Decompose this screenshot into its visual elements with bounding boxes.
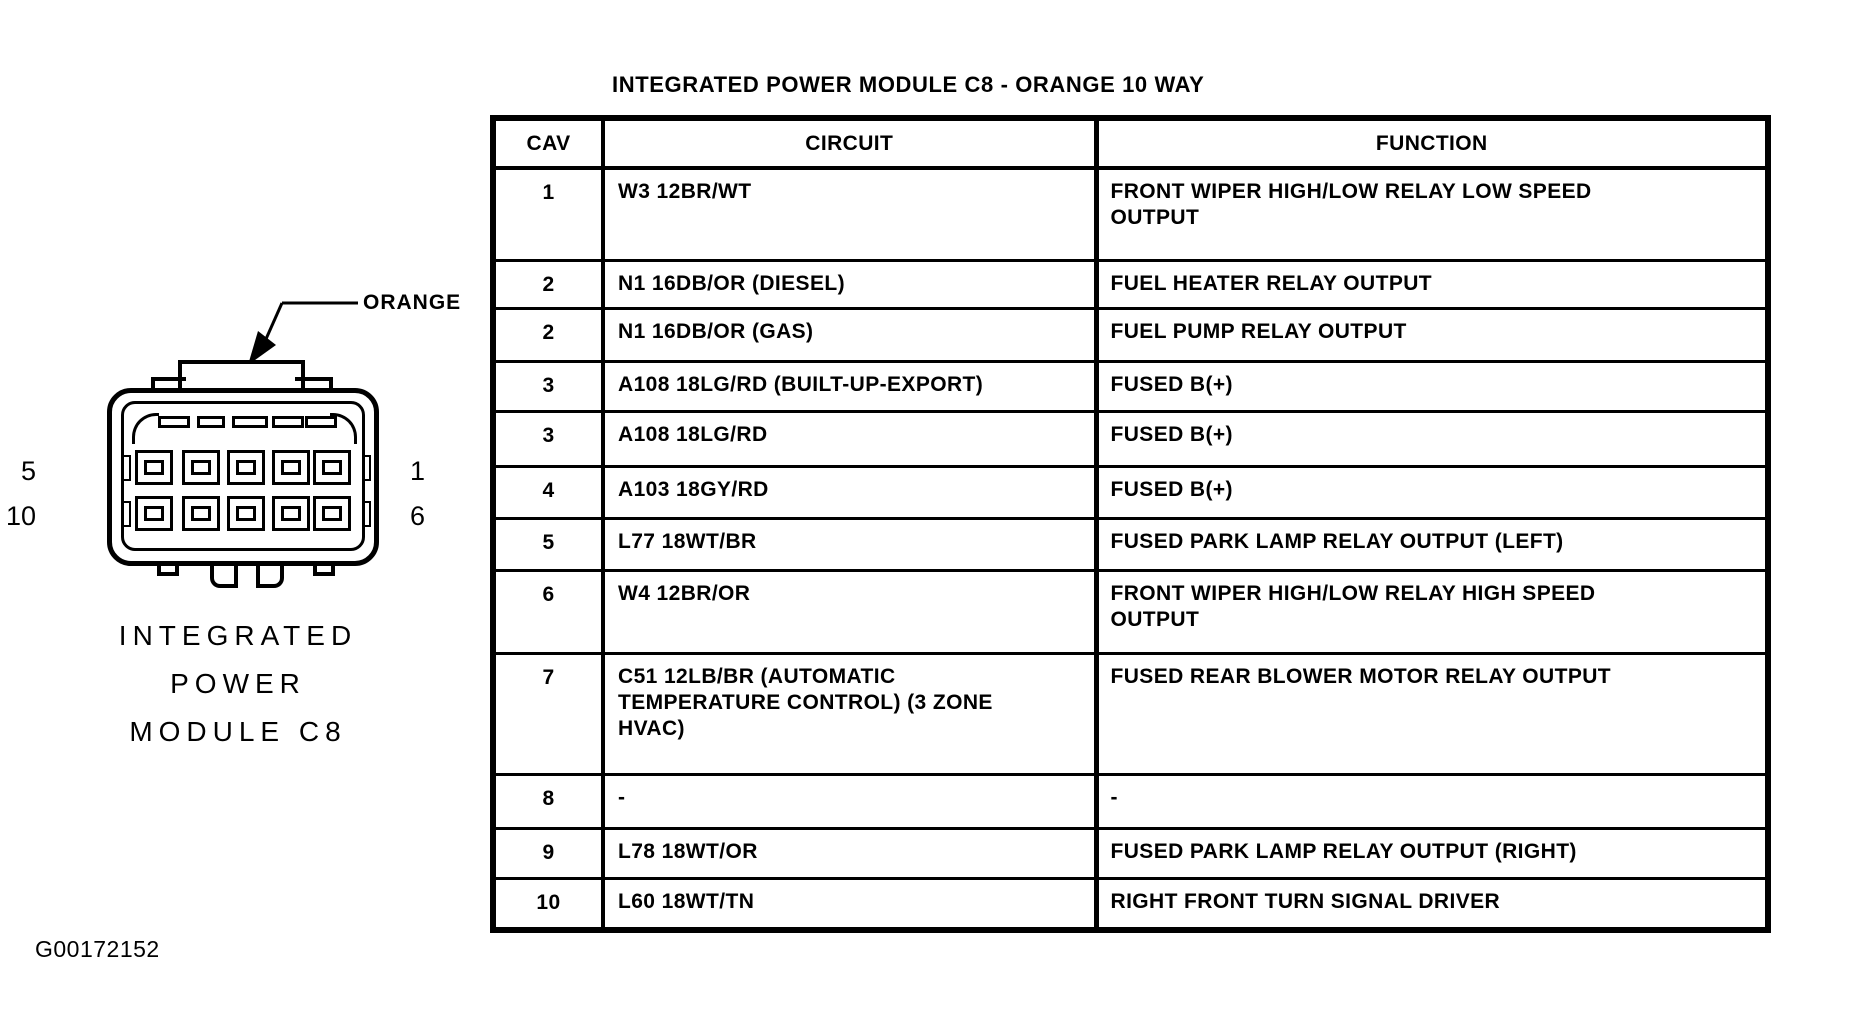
pin-cavity-8 xyxy=(227,496,265,531)
pinout-table-body xyxy=(493,168,1768,930)
cell-function: FUSED B(+) xyxy=(1096,361,1768,411)
connector-slot xyxy=(232,416,268,428)
cell-cav: 9 xyxy=(493,828,603,878)
cell-function: RIGHT FRONT TURN SIGNAL DRIVER xyxy=(1096,878,1768,930)
table-row xyxy=(493,168,1768,260)
pin-cavity-1 xyxy=(135,450,173,485)
connector-top-tab xyxy=(178,360,305,391)
pin-label-5: 5 xyxy=(20,456,36,486)
cell-cav: 5 xyxy=(493,518,603,570)
cell-circuit: - xyxy=(603,774,1096,828)
cell-cav: 4 xyxy=(493,466,603,518)
cell-function: FUSED B(+) xyxy=(1096,411,1768,466)
cell-cav: 1 xyxy=(493,168,603,260)
connector-color-label: ORANGE xyxy=(363,291,462,314)
table-row xyxy=(493,466,1768,518)
table-row xyxy=(493,878,1768,930)
connector-caption-line-2: POWER xyxy=(170,668,306,699)
connector-caption-line-1: INTEGRATED xyxy=(118,620,358,651)
pinout-table xyxy=(490,115,1771,933)
connector-slot xyxy=(158,416,190,428)
connector-foot xyxy=(313,564,335,576)
cell-function: FUSED PARK LAMP RELAY OUTPUT (RIGHT) xyxy=(1096,828,1768,878)
pin-cavity-4 xyxy=(272,450,310,485)
pin-label-6: 6 xyxy=(410,501,426,531)
cell-cav: 7 xyxy=(493,653,603,774)
cell-function: FRONT WIPER HIGH/LOW RELAY LOW SPEED OUTPUT xyxy=(1096,168,1768,260)
table-row xyxy=(493,570,1768,653)
cell-circuit: W4 12BR/OR xyxy=(603,570,1096,653)
table-row xyxy=(493,774,1768,828)
cell-cav: 3 xyxy=(493,411,603,466)
cell-cav: 3 xyxy=(493,361,603,411)
cell-circuit: W3 12BR/WT xyxy=(603,168,1096,260)
cell-circuit: A103 18GY/RD xyxy=(603,466,1096,518)
pin-cavity-3 xyxy=(227,450,265,485)
cell-function: - xyxy=(1096,774,1768,828)
cell-function: FUEL HEATER RELAY OUTPUT xyxy=(1096,260,1768,308)
cell-function: FUEL PUMP RELAY OUTPUT xyxy=(1096,308,1768,361)
cell-circuit: N1 16DB/OR (GAS) xyxy=(603,308,1096,361)
cell-function: FRONT WIPER HIGH/LOW RELAY HIGH SPEED OUTPUT xyxy=(1096,570,1768,653)
connector-slot xyxy=(197,416,225,428)
cell-circuit: N1 16DB/OR (DIESEL) xyxy=(603,260,1096,308)
cell-cav: 10 xyxy=(493,878,603,930)
cell-circuit: A108 18LG/RD xyxy=(603,411,1096,466)
cell-function: FUSED B(+) xyxy=(1096,466,1768,518)
cell-circuit: L60 18WT/TN xyxy=(603,878,1096,930)
pin-cavity-9 xyxy=(272,496,310,531)
cell-circuit: A108 18LG/RD (BUILT-UP-EXPORT) xyxy=(603,361,1096,411)
connector-foot xyxy=(210,564,238,588)
connector-slot xyxy=(272,416,304,428)
table-row xyxy=(493,518,1768,570)
cell-circuit: L77 18WT/BR xyxy=(603,518,1096,570)
end-slot xyxy=(122,501,131,527)
page-title: INTEGRATED POWER MODULE C8 - ORANGE 10 WAY xyxy=(612,72,1205,97)
table-row xyxy=(493,361,1768,411)
table-row xyxy=(493,653,1768,774)
table-row xyxy=(493,260,1768,308)
end-slot xyxy=(122,455,131,481)
connector-caption-line-3: MODULE C8 xyxy=(129,716,347,747)
cell-circuit: C51 12LB/BR (AUTOMATIC TEMPERATURE CONTROL) (3 ZONE HVAC) xyxy=(603,653,1096,774)
pin-label-1: 1 xyxy=(410,456,426,486)
header-function: FUNCTION xyxy=(1096,118,1768,168)
figure-id: G00172152 xyxy=(35,936,160,962)
connector-foot xyxy=(157,564,179,576)
connector-foot xyxy=(256,564,284,588)
table-row xyxy=(493,308,1768,361)
table-row xyxy=(493,828,1768,878)
cell-cav: 6 xyxy=(493,570,603,653)
cell-function: FUSED REAR BLOWER MOTOR RELAY OUTPUT xyxy=(1096,653,1768,774)
pin-cavity-6 xyxy=(135,496,173,531)
table-row xyxy=(493,411,1768,466)
cell-cav: 2 xyxy=(493,308,603,361)
pin-cavity-5 xyxy=(313,450,351,485)
cell-circuit: L78 18WT/OR xyxy=(603,828,1096,878)
cell-cav: 2 xyxy=(493,260,603,308)
pin-cavity-7 xyxy=(182,496,220,531)
cell-cav: 8 xyxy=(493,774,603,828)
table-header-row xyxy=(493,118,1768,168)
cell-function: FUSED PARK LAMP RELAY OUTPUT (LEFT) xyxy=(1096,518,1768,570)
header-circuit: CIRCUIT xyxy=(603,118,1096,168)
pin-label-10: 10 xyxy=(5,501,36,531)
end-slot xyxy=(362,501,371,527)
end-slot xyxy=(362,455,371,481)
pin-cavity-10 xyxy=(313,496,351,531)
pin-cavity-2 xyxy=(182,450,220,485)
header-cav: CAV xyxy=(493,118,603,168)
